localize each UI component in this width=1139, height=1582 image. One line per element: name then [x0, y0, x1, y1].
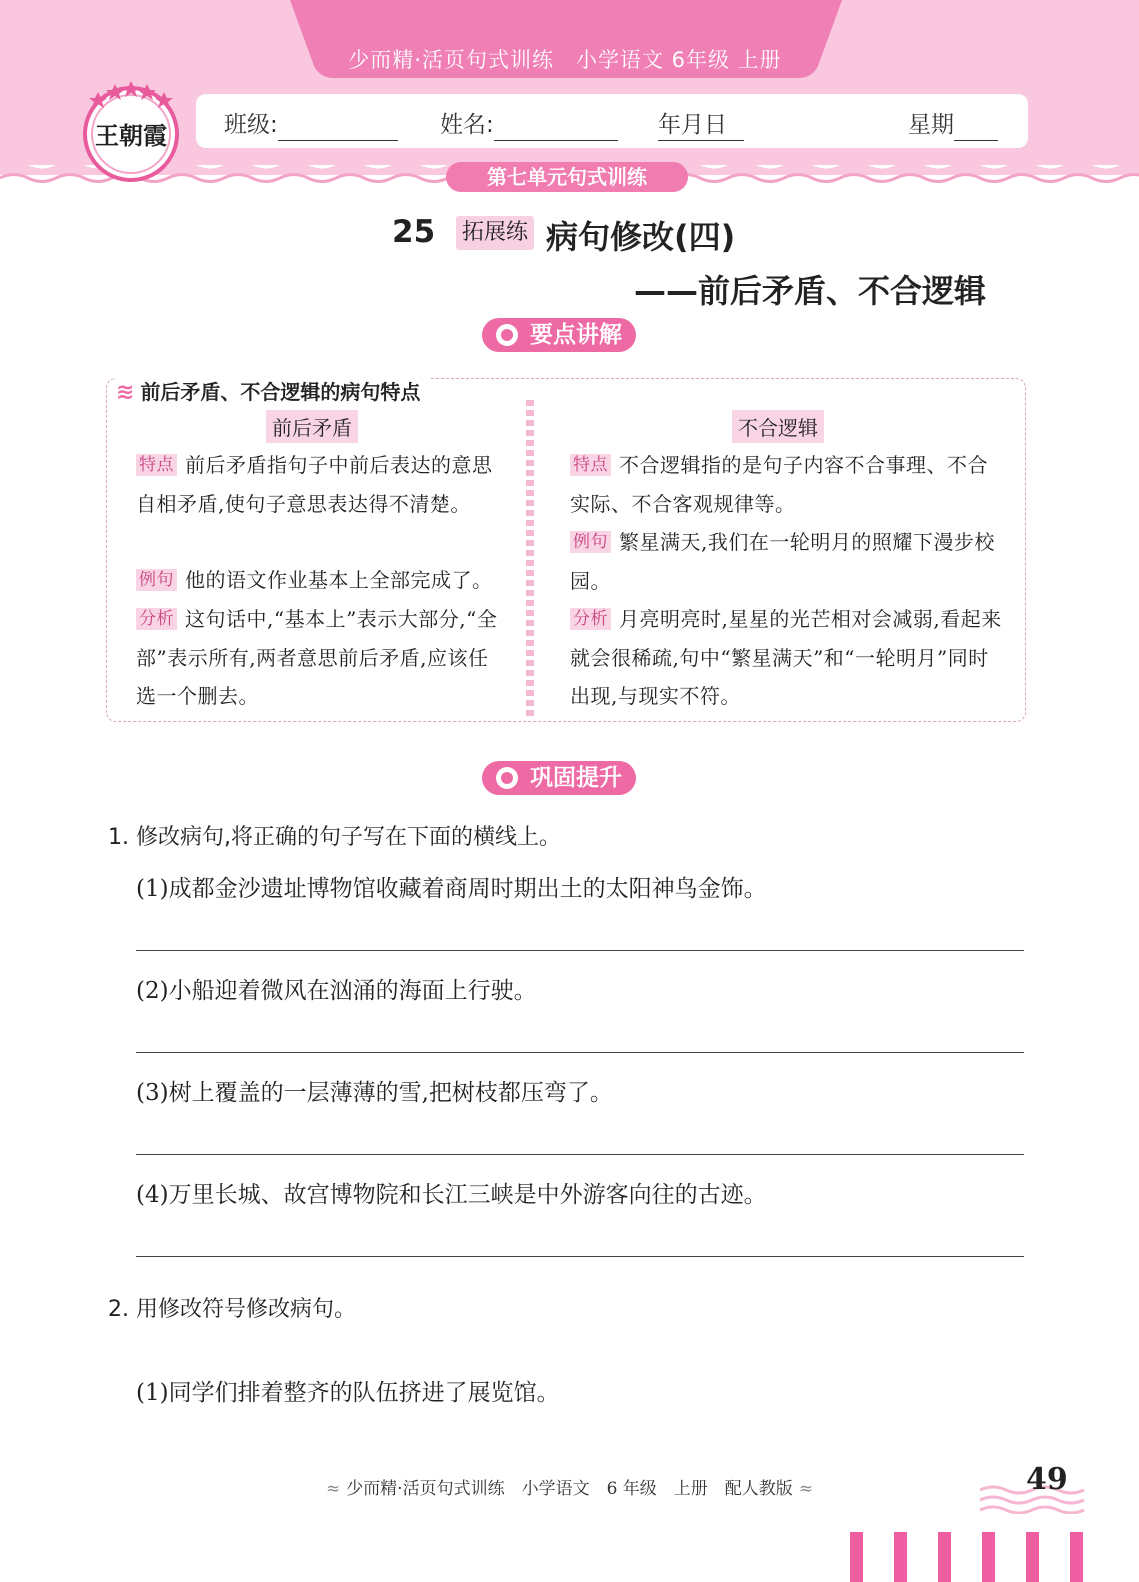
day-label: 日: [704, 112, 727, 138]
example-tag: 例句: [570, 531, 611, 553]
left-feature: [136, 446, 502, 523]
q2-item-1: (1)同学们排着整齐的队伍挤进了展览馆。: [136, 1380, 560, 1406]
footer-text: 少而精·活页句式训练 小学语文 6 年级 上册 配人教版: [346, 1479, 793, 1499]
logo-text: 王朝霞: [95, 121, 167, 150]
q1-answer-line-2[interactable]: [136, 1052, 1024, 1053]
name-label: 姓名:: [440, 112, 494, 138]
footer-stripe: [938, 1532, 951, 1582]
key-points-heading-text: 前后矛盾、不合逻辑的病句特点: [140, 380, 421, 404]
footer-stripe: [1026, 1532, 1039, 1582]
footer-stripe: [894, 1532, 907, 1582]
right-analysis: [570, 600, 1002, 716]
left-example: [136, 561, 502, 600]
wave-icon: ≋: [116, 380, 135, 405]
analysis-tag: 分析: [570, 608, 611, 630]
q1-item-3: (3)树上覆盖的一层薄薄的雪,把树枝都压弯了。: [136, 1080, 613, 1106]
student-info-box: [196, 94, 1028, 148]
date-field[interactable]: [658, 106, 727, 139]
q1-answer-line-4[interactable]: [136, 1256, 1024, 1257]
key-points-heading: [116, 376, 430, 405]
month-label: 月: [681, 112, 704, 138]
example-tag: 例句: [136, 569, 177, 591]
q1-item-1: (1)成都金沙遗址博物馆收藏着商周时期出土的太阳神鸟金饰。: [136, 876, 767, 902]
medal-icon: [496, 767, 518, 789]
left-analysis: [136, 600, 502, 716]
class-label: 班级:: [224, 112, 278, 138]
key-points-label: 要点讲解: [530, 322, 622, 348]
right-analysis-text: 月亮明亮时,星星的光芒相对会减弱,看起来就会很稀疏,句中“繁星满天”和“一轮明月”同时出现,与现实不符。: [570, 607, 1002, 708]
right-column-title: 不合逻辑: [732, 410, 824, 443]
q1-answer-line-1[interactable]: [136, 950, 1024, 951]
q1-item-2: (2)小船迎着微风在汹涌的海面上行驶。: [136, 978, 537, 1004]
left-example-text: 他的语文作业基本上全部完成了。: [185, 568, 493, 592]
q1-item-4: (4)万里长城、故宫博物院和长江三峡是中外游客向往的古迹。: [136, 1182, 767, 1208]
class-field[interactable]: [224, 106, 278, 139]
series-title: 少而精·活页句式训练 小学语文 6年级 上册: [348, 48, 782, 72]
lesson-tag: 拓展练: [456, 216, 534, 250]
weekday-field[interactable]: [908, 106, 954, 139]
year-label: 年: [658, 112, 681, 138]
right-example: [570, 523, 1002, 600]
lesson-title: 病句修改(四): [546, 218, 736, 256]
footer: [0, 1474, 1139, 1499]
key-points-section-badge: [482, 318, 636, 352]
footer-stripe: [982, 1532, 995, 1582]
footer-stripe: [1070, 1532, 1083, 1582]
name-field[interactable]: [440, 106, 494, 139]
weekday-label: 星期: [908, 112, 954, 138]
lesson-number: 25: [392, 214, 436, 250]
feature-tag: 特点: [570, 454, 611, 476]
left-feature-text: 前后矛盾指句子中前后表达的意思自相矛盾,使句子意思表达得不清楚。: [136, 453, 493, 516]
question-1-prompt: 1. 修改病句,将正确的句子写在下面的横线上。: [108, 825, 561, 850]
analysis-tag: 分析: [136, 608, 177, 630]
practice-label: 巩固提升: [530, 765, 622, 791]
left-analysis-text: 这句话中,“基本上”表示大部分,“全部”表示所有,两者意思前后矛盾,应该任选一个删去。: [136, 607, 498, 708]
right-example-text: 繁星满天,我们在一轮明月的照耀下漫步校园。: [570, 530, 995, 593]
question-2-prompt: 2. 用修改符号修改病句。: [108, 1297, 356, 1322]
wave-icon: ≈: [798, 1479, 814, 1499]
right-feature-text: 不合逻辑指的是句子内容不合事理、不合实际、不合客观规律等。: [570, 453, 988, 516]
medal-icon: [496, 324, 518, 346]
q1-answer-line-3[interactable]: [136, 1154, 1024, 1155]
right-feature: [570, 446, 1002, 523]
lesson-subtitle: ——前后矛盾、不合逻辑: [634, 272, 987, 310]
wave-icon: ≈: [325, 1479, 341, 1499]
practice-section-badge: [482, 761, 636, 795]
unit-tag: 第七单元句式训练: [446, 162, 688, 192]
footer-stripe: [850, 1532, 863, 1582]
page-number: 49: [1026, 1462, 1068, 1497]
feature-tag: 特点: [136, 454, 177, 476]
left-column-title: 前后矛盾: [266, 410, 358, 443]
column-divider: [526, 400, 534, 718]
